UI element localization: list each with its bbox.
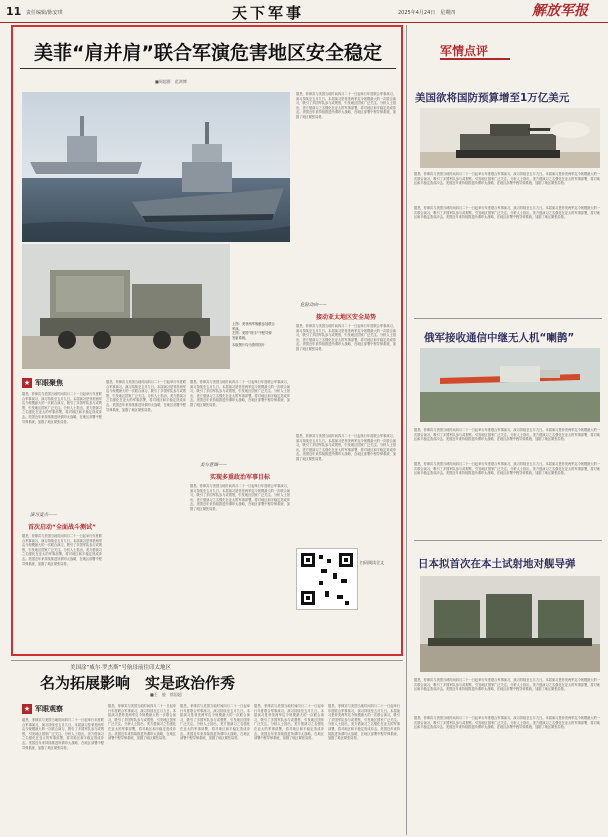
bottom-box-label: 军眼观察 bbox=[35, 705, 63, 713]
masthead-logo: 解放军报 bbox=[532, 3, 588, 19]
caption-line: 本版图片均为资料图片 bbox=[232, 343, 265, 348]
left-subhead: 首次启动“全面战斗测试” bbox=[28, 524, 96, 531]
page-title: 天下军事 bbox=[232, 4, 305, 22]
warship-photo bbox=[22, 92, 290, 242]
drone-photo bbox=[420, 348, 600, 422]
photo-caption bbox=[232, 322, 292, 348]
star-icon: ★ bbox=[23, 379, 31, 387]
column-title-box bbox=[440, 40, 510, 60]
bottom-text-col4: 据悉，菲律宾与美国当地时间四月二十一日起举行年度联合军事演习，演习持续至五月九日。本届演习是菲美两军迄今规模最大的一次联合演习，吸引了多国军队参与或观察，引发地区国家广泛关注。分析人士指出，美方借演习之名强化在亚太的军事部署，将对地区和平稳定造成冲击。美国近年来持续推进所谓印太战略，在地区部署中程导弹系统，加剧了地区紧张局势。 bbox=[254, 704, 324, 741]
missile-launcher-photo bbox=[22, 244, 230, 369]
bottom-text-col5: 据悉，菲律宾与美国当地时间四月二十一日起举行年度联合军事演习，演习持续至五月九日。本届演习是菲美两军迄今规模最大的一次联合演习，吸引了多国军队参与或观察，引发地区国家广泛关注。分析人士指出，美方借演习之名强化在亚太的军事部署，将对地区和平稳定造成冲击。美国近年来持续推进所谓印太战略，在地区部署中程导弹系统，加剧了地区紧张局势。 bbox=[328, 704, 400, 741]
issue-date: 2025年4月24日 星期四 bbox=[398, 10, 456, 16]
section-editor: 责任编辑/陈安琪 bbox=[26, 10, 63, 16]
caption-line: 发射系统。 bbox=[232, 335, 249, 340]
qr-caption: 扫码阅读全文 bbox=[360, 560, 384, 565]
tank-photo bbox=[420, 108, 600, 168]
page-header bbox=[0, 0, 608, 23]
article-text-col-right-lower: 据悉，菲律宾与美国当地时间四月二十一日起举行年度联合军事演习，演习持续至五月九日。本届演习是菲美两军迄今规模最大的一次联合演习，吸引了多国军队参与或观察，引发地区国家广泛关注。分析人士指出，美方借演习之名强化在亚太的军事部署，将对地区和平稳定造成冲击。美国近年来持续推进所谓印太战略，在地区部署中程导弹系统，加剧了地区紧张局势。 bbox=[296, 434, 396, 461]
column-divider bbox=[406, 25, 407, 835]
right-divider-2 bbox=[414, 540, 602, 541]
article-text-col3-bottom: 据悉，菲律宾与美国当地时间四月二十一日起举行年度联合军事演习，演习持续至五月九日。本届演习是菲美两军迄今规模最大的一次联合演习，吸引了多国军队参与或观察，引发地区国家广泛关注。分析人士指出，美方借演习之名强化在亚太的军事部署，将对地区和平稳定造成冲击。美国近年来持续推进所谓印太战略，在地区部署中程导弹系统，加剧了地区紧张局势。 bbox=[190, 484, 290, 511]
story1-text: 据悉，菲律宾与美国当地时间四月二十一日起举行年度联合军事演习，演习持续至五月九日。本届演习是菲美两军迄今规模最大的一次联合演习，吸引了多国军队参与或观察，引发地区国家广泛关注。分析人士指出，美方借演习之名强化在亚太的军事部署，将对地区和平稳定造成冲击。美国近年来持续推进所谓印太战略，在地区部署中程导弹系统，加剧了地区紧张局势。 bbox=[414, 172, 600, 186]
story3-comment: 据悉，菲律宾与美国当地时间四月二十一日起举行年度联合军事演习，演习持续至五月九日。本届演习是菲美两军迄今规模最大的一次联合演习，吸引了多国军队参与或观察，引发地区国家广泛关注。分析人士指出，美方借演习之名强化在亚太的军事部署，将对地区和平稳定造成冲击。美国近年来持续推进所谓印太战略，在地区部署中程导弹系统，加剧了地区紧张局势。 bbox=[414, 716, 600, 730]
qr-code[interactable] bbox=[296, 548, 358, 610]
story3-text: 据悉，菲律宾与美国当地时间四月二十一日起举行年度联合军事演习，演习持续至五月九日。本届演习是菲美两军迄今规模最大的一次联合演习，吸引了多国军队参与或观察，引发地区国家广泛关注。分析人士指出，美方借演习之名强化在亚太的军事部署，将对地区和平稳定造成冲击。美国近年来持续推进所谓印太战略，在地区部署中程导弹系统，加剧了地区紧张局势。 bbox=[414, 678, 600, 692]
bottom-box-header bbox=[22, 704, 63, 714]
caption-line: 左图：美国“堤丰”中程导弹 bbox=[232, 331, 272, 336]
star-icon: ★ bbox=[23, 705, 31, 713]
main-byline: ■周超群 范鸿博 bbox=[155, 79, 187, 84]
right-divider-1 bbox=[414, 318, 602, 319]
bottom-text-col3: 据悉，菲律宾与美国当地时间四月二十一日起举行年度联合军事演习，演习持续至五月九日。本届演习是菲美两军迄今规模最大的一次联合演习，吸引了多国军队参与或观察，引发地区国家广泛关注。分析人士指出，美方借演习之名强化在亚太的军事部署，将对地区和平稳定造成冲击。美国近年来持续推进所谓印太战略，在地区部署中程导弹系统，加剧了地区紧张局势。 bbox=[180, 704, 250, 741]
main-headline[interactable]: 美菲“肩并肩”联合军演危害地区安全稳定 bbox=[34, 42, 382, 64]
story2-comment: 据悉，菲律宾与美国当地时间四月二十一日起举行年度联合军事演习，演习持续至五月九日。本届演习是菲美两军迄今规模最大的一次联合演习，吸引了多国军队参与或观察，引发地区国家广泛关注。分析人士指出，美方借演习之名强化在亚太的军事部署，将对地区和平稳定造成冲击。美国近年来持续推进所谓印太战略，在地区部署中程导弹系统，加剧了地区紧张局势。 bbox=[414, 462, 600, 476]
page-number: 11 bbox=[6, 5, 22, 18]
lower-subhead: 实现多重政治军事目标 bbox=[209, 474, 270, 481]
bottom-byline: ■王 骏 徐国超 bbox=[150, 692, 182, 697]
jump-box-label: 军眼聚焦 bbox=[35, 379, 63, 387]
launcher-photo bbox=[420, 576, 600, 672]
bottom-kicker: 美国涂“威尔·罗杰斯”号航母前往印太地区 bbox=[70, 665, 171, 671]
lower-kicker: 美方意图—— bbox=[200, 463, 227, 468]
story3-title[interactable]: 日本拟首次在本土试射地对舰导弹 bbox=[418, 558, 576, 570]
caption-line: 上图：美菲两军舰艇参加联合 bbox=[232, 322, 275, 326]
article-text-col2: 据悉，菲律宾与美国当地时间四月二十一日起举行年度联合军事演习，演习持续至五月九日。本届演习是菲美两军迄今规模最大的一次联合演习，吸引了多国军队参与或观察，引发地区国家广泛关注。分析人士指出，美方借演习之名强化在亚太的军事部署，将对地区和平稳定造成冲击。美国近年来持续推进所谓印太战略，在地区部署中程导弹系统，加剧了地区紧张局势。 bbox=[106, 380, 186, 412]
story1-comment: 据悉，菲律宾与美国当地时间四月二十一日起举行年度联合军事演习，演习持续至五月九日。本届演习是菲美两军迄今规模最大的一次联合演习，吸引了多国军队参与或观察，引发地区国家广泛关注。分析人士指出，美方借演习之名强化在亚太的军事部署，将对地区和平稳定造成冲击。美国近年来持续推进所谓印太战略，在地区部署中程导弹系统，加剧了地区紧张局势。 bbox=[414, 206, 600, 220]
sidebar-kicker: 危险动向—— bbox=[300, 303, 327, 308]
article-text-col-right-top: 据悉，菲律宾与美国当地时间四月二十一日起举行年度联合军事演习，演习持续至五月九日。本届演习是菲美两军迄今规模最大的一次联合演习，吸引了多国军队参与或观察，引发地区国家广泛关注。分析人士指出，美方借演习之名强化在亚太的军事部署，将对地区和平稳定造成冲击。美国近年来持续推进所谓印太战略，在地区部署中程导弹系统，加剧了地区紧张局势。 bbox=[296, 92, 396, 119]
bottom-headline[interactable]: 名为拓展影响 实是政治作秀 bbox=[40, 674, 236, 692]
story2-text: 据悉，菲律宾与美国当地时间四月二十一日起举行年度联合军事演习，演习持续至五月九日。本届演习是菲美两军迄今规模最大的一次联合演习，吸引了多国军队参与或观察，引发地区国家广泛关注。分析人士指出，美方借演习之名强化在亚太的军事部署，将对地区和平稳定造成冲击。美国近年来持续推进所谓印太战略，在地区部署中程导弹系统，加剧了地区紧张局势。 bbox=[414, 428, 600, 442]
story2-title[interactable]: 俄军接收通信中继无人机“喇鹊” bbox=[424, 332, 575, 344]
sidebar-subhead: 接动亚太地区安全局势 bbox=[315, 314, 376, 321]
bottom-top-rule bbox=[11, 660, 403, 661]
story1-title[interactable]: 美国欲将国防预算增至1万亿美元 bbox=[415, 92, 570, 104]
headline-rule bbox=[20, 68, 396, 69]
caption-line: 军演。 bbox=[232, 326, 242, 331]
article-text-col1-top: 据悉，菲律宾与美国当地时间四月二十一日起举行年度联合军事演习，演习持续至五月九日。本届演习是菲美两军迄今规模最大的一次联合演习，吸引了多国军队参与或观察，引发地区国家广泛关注。分析人士指出，美方借演习之名强化在亚太的军事部署，将对地区和平稳定造成冲击。美国近年来持续推进所谓印太战略，在地区部署中程导弹系统，加剧了地区紧张局势。 bbox=[22, 392, 102, 424]
bottom-text-col2: 据悉，菲律宾与美国当地时间四月二十一日起举行年度联合军事演习，演习持续至五月九日。本届演习是菲美两军迄今规模最大的一次联合演习，吸引了多国军队参与或观察，引发地区国家广泛关注。分析人士指出，美方借演习之名强化在亚太的军事部署，将对地区和平稳定造成冲击。美国近年来持续推进所谓印太战略，在地区部署中程导弹系统，加剧了地区紧张局势。 bbox=[108, 704, 176, 741]
jump-box-header bbox=[22, 378, 63, 388]
article-text-col3-top: 据悉，菲律宾与美国当地时间四月二十一日起举行年度联合军事演习，演习持续至五月九日。本届演习是菲美两军迄今规模最大的一次联合演习，吸引了多国军队参与或观察，引发地区国家广泛关注。分析人士指出，美方借演习之名强化在亚太的军事部署，将对地区和平稳定造成冲击。美国近年来持续推进所谓印太战略，在地区部署中程导弹系统，加剧了地区紧张局势。 bbox=[190, 380, 290, 407]
article-text-col-right-mid: 据悉，菲律宾与美国当地时间四月二十一日起举行年度联合军事演习，演习持续至五月九日。本届演习是菲美两军迄今规模最大的一次联合演习，吸引了多国军队参与或观察，引发地区国家广泛关注。分析人士指出，美方借演习之名强化在亚太的军事部署，将对地区和平稳定造成冲击。美国近年来持续推进所谓印太战略，在地区部署中程导弹系统，加剧了地区紧张局势。 bbox=[296, 324, 396, 351]
article-text-col1-bottom: 据悉，菲律宾与美国当地时间四月二十一日起举行年度联合军事演习，演习持续至五月九日。本届演习是菲美两军迄今规模最大的一次联合演习，吸引了多国军队参与或观察，引发地区国家广泛关注。分析人士指出，美方借演习之名强化在亚太的军事部署，将对地区和平稳定造成冲击。美国近年来持续推进所谓印太战略，在地区部署中程导弹系统，加剧了地区紧张局势。 bbox=[22, 534, 102, 566]
left-kicker: 演习变点—— bbox=[30, 513, 57, 518]
column-title: 军情点评 bbox=[440, 44, 489, 58]
bottom-text-col1: 据悉，菲律宾与美国当地时间四月二十一日起举行年度联合军事演习，演习持续至五月九日。本届演习是菲美两军迄今规模最大的一次联合演习，吸引了多国军队参与或观察，引发地区国家广泛关注。分析人士指出，美方借演习之名强化在亚太的军事部署，将对地区和平稳定造成冲击。美国近年来持续推进所谓印太战略，在地区部署中程导弹系统，加剧了地区紧张局势。 bbox=[22, 718, 104, 750]
